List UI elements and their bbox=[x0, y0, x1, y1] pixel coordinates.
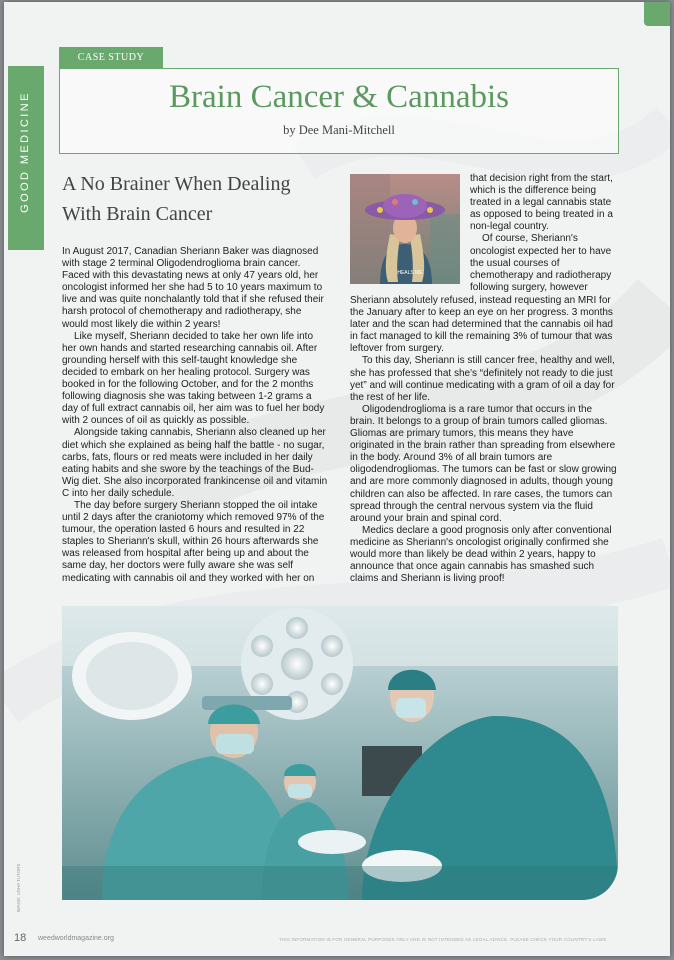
paragraph: Like myself, Sheriann decided to take her own life into her own hands and started researching cannabis oil. After grounding herself with this self-taught knowledge she decided to embark on her healing protocol. Surgery was booked in for the following October, and for the 2 months following diagnosis she was taking between 1-2 grams a day of full extract cannabis oil, her aim was to fuel her body with 2 ounces of oil as quickly as possible. bbox=[62, 330, 325, 427]
portrait-caption: HEALS ME bbox=[397, 270, 423, 276]
website-link[interactable]: weedworldmagazine.org bbox=[38, 935, 114, 942]
title-box bbox=[59, 68, 619, 154]
section-label: GOOD MEDICINE bbox=[19, 91, 31, 213]
magazine-page bbox=[4, 2, 670, 956]
paragraph: Sheriann absolutely refused, instead requesting an MRI for the January after to keep an eye on her progress. 3 months later and the scan had determined that the cannabis oil had in fact managed to kill the remaining 3% of tumour that was leftover from surgery. bbox=[350, 295, 613, 355]
paragraph: Of course, Sheriann's oncologist expected her to have the usual courses of chemotherapy and radiotherapy following surgery, however bbox=[470, 233, 612, 293]
paragraph: The day before surgery Sheriann stopped the oil intake until 2 days after the craniotomy which removed 97% of the tumour, the operation lasted 6 hours and resulted in 22 staples to Sheriann's skull, within 26 hours afterwards she was released from hospital after being up and about the same day, her doctors were fully aware she was self medicating with cannabis oil and they worked with her on bbox=[62, 499, 325, 584]
footer-disclaimer: THIS INFORMATION IS FOR GENERAL PURPOSES ONLY AND IS NOT INTENDED AS LEGAL ADVICE. PLEASE CHECK YOUR COUNTRY'S LAWS bbox=[279, 937, 607, 942]
surgery-photo bbox=[62, 606, 618, 900]
photo-credit: IMAGE: USHA TUTORS bbox=[16, 863, 21, 913]
article-byline: by Dee Mani-Mitchell bbox=[283, 123, 395, 137]
portrait-photo bbox=[350, 174, 460, 284]
body-column-right bbox=[350, 295, 618, 585]
paragraph: Alongside taking cannabis, Sheriann also cleaned up her diet which she explained as being half the battle - no sugar, carbs, fats, flours or red meats were included in her daily eating habits and she swore by the teachings of the Bud-Wig diet. She also incorporated frankincense oil and vitamin C into her daily schedule. bbox=[62, 427, 328, 499]
article-title: Brain Cancer & Cannabis bbox=[169, 79, 509, 115]
paragraph: In August 2017, Canadian Sheriann Baker was diagnosed with stage 2 terminal Oligodendroglioma brain cancer. Faced with this devastating news at only 47 years old, her oncologist informed her she had 5 to 10 years maximum to live and was quite nonchalantly told that if she refused their harsh protocol of chemotherapy and radiotherapy, she would most likely die within 2 years! bbox=[62, 246, 324, 330]
paragraph: that decision right from the start, which is the difference being treated in a legal cannabis state as opposed to being treated in a non-legal country. bbox=[470, 173, 613, 233]
paragraph: Oligodendroglioma is a rare tumor that occurs in the brain. It belongs to a group of brain tumors called gliomas. Gliomas are primary tumors, this means they have originated in the brain rather than spreading from elsewhere in the body. Around 3% of all brain tumors are oligodendrogliomas. The tumors can be fast or slow growing and are more commonly diagnosed in adults, though young children can also be affected. In rare cases, the tumors can spread through the central nervous system via the fluid around your brain and spinal cord. bbox=[350, 403, 617, 524]
body-column-left bbox=[62, 246, 330, 585]
article-subhead: A No Brainer When Dealing With Brain Cancer bbox=[62, 173, 291, 225]
category-tab: CASE STUDY bbox=[59, 47, 163, 68]
page-number: 18 bbox=[14, 932, 27, 944]
paragraph: To this day, Sheriann is still cancer free, healthy and well, she has professed that she's “definitely not ready to die just yet” and will continue medicating with a gram of oil a day for the rest of her life. bbox=[350, 355, 615, 403]
paragraph: Medics declare a good prognosis only after conventional medicine as Sheriann's oncologist originally confirmed she would more than likely be dead within 2 years, happy to announce that once again cannabis has smashed such claims and Sheriann is living proof! bbox=[350, 524, 612, 585]
body-column-right-top bbox=[470, 173, 618, 294]
corner-tab bbox=[644, 2, 670, 26]
